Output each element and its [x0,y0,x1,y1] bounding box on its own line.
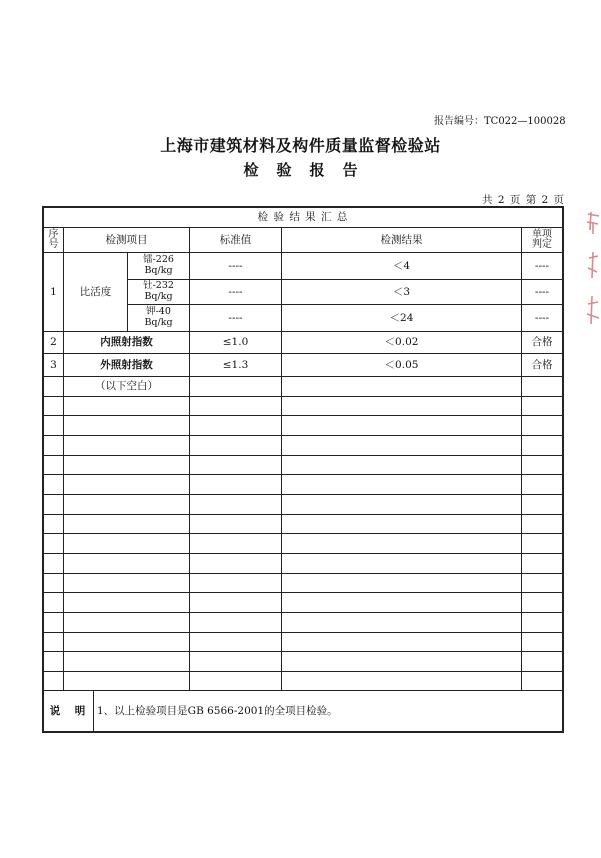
notes-text: 1、以上检验项目是GB 6566-2001的全项目检验。 [97,704,338,717]
document-title: 检验报告 [243,161,376,179]
row-3-seq: 3 [50,358,57,371]
organization-title: 上海市建筑材料及构件质量监督检验站 [160,136,441,155]
report-number: 报告编号：TC022—100028 [434,116,566,127]
header-item: 检测项目 [105,233,148,246]
k40-judgement: ---- [534,311,550,324]
th232-result: ＜3 [392,285,411,298]
ra226-standard: ---- [228,259,243,272]
nuclide-unit: Bq/kg [144,291,173,302]
row-1-item: 比活度 [79,285,112,298]
nuclide-name: 镭-226 [143,254,174,266]
table-section-title: 检 验 结 果 汇 总 [257,211,349,224]
row-3-judgement: 合格 [531,358,553,371]
subrow-k40 [128,305,189,331]
nuclide-name: 钍-232 [143,280,174,292]
th232-judgement: ---- [534,285,550,298]
header-seq: 序号 [48,228,59,250]
header-standard: 标准值 [219,233,252,246]
page-count: 共 2 页 第 2 页 [482,194,566,206]
row-1-seq: 1 [50,285,57,298]
blank-note: （以下空白） [95,380,158,393]
nuclide-name: 钾-40 [146,306,171,318]
row-3-item: 外照射指数 [100,358,153,371]
row-2-standard: ≤1.0 [222,336,249,349]
nuclide-unit: Bq/kg [144,317,173,328]
row-2-judgement: 合格 [531,336,553,349]
header-judgement: 单项判定 [532,228,552,250]
ra226-result: ＜4 [392,259,411,272]
row-3-result: ＜0.05 [384,358,419,371]
nuclide-unit: Bq/kg [144,265,173,276]
row-2-item: 内照射指数 [100,336,153,349]
th232-standard: ---- [228,285,243,298]
seal-stamp-icon [583,208,601,328]
notes-label: 说 明 [49,704,88,717]
header-result: 检测结果 [380,233,423,246]
subrow-th232 [128,280,189,304]
row-3-standard: ≤1.3 [222,358,249,371]
subrow-ra226 [128,253,189,279]
ra226-judgement: ---- [534,259,550,272]
row-2-result: ＜0.02 [384,336,419,349]
row-2-seq: 2 [50,336,57,349]
k40-result: ＜24 [389,311,414,324]
k40-standard: ---- [228,311,243,324]
